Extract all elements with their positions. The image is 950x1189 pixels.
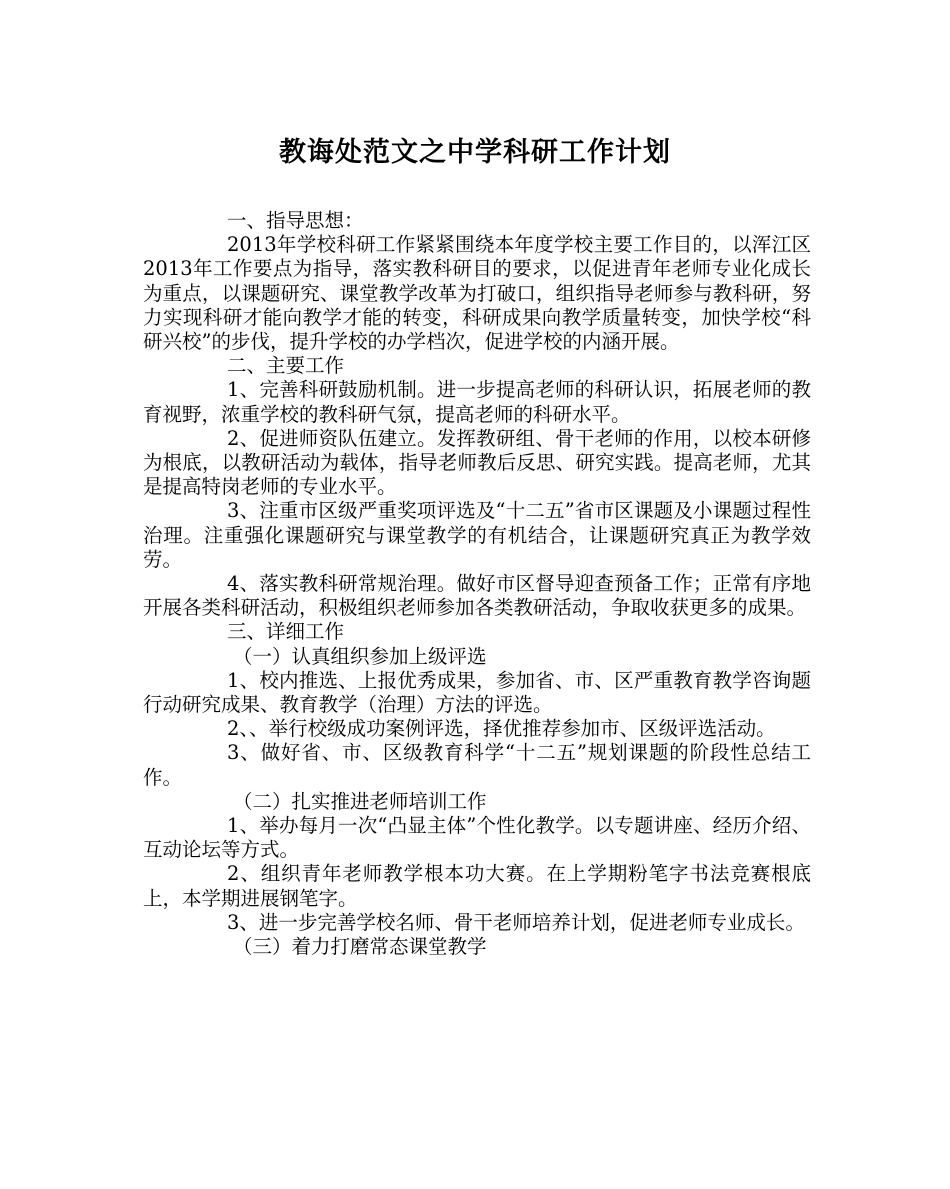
body-paragraph: 1、校内推选、上报优秀成果，参加省、市、区严重教育教学咨询题行动研究成果、教育教学（治理）方法的评选。 — [143, 668, 811, 717]
section-heading: 二、主要工作 — [227, 354, 345, 378]
subsection-heading: （一）认真组织参加上级评选 — [233, 644, 487, 668]
subsection-heading: （三）着力打磨常态课堂教学 — [233, 935, 487, 959]
document-body — [143, 209, 811, 959]
body-paragraph: 3、进一步完善学校名师、骨干老师培养计划，促进老师专业成长。 — [227, 910, 805, 934]
body-paragraph: 1、完善科研鼓励机制。进一步提高老师的科研认识，拓展老师的教育视野，浓重学校的教科研气氛，提高老师的科研水平。 — [143, 378, 811, 426]
section-heading: 三、详细工作 — [227, 620, 345, 644]
body-paragraph: 2、组织青年老师教学根本功大赛。在上学期粉笔字书法竞赛根底上，本学期进展钢笔字。 — [143, 862, 811, 910]
body-paragraph: 1、举办每月一次“凸显主体”个性化教学。以专题讲座、经历介绍、互动论坛等方式。 — [143, 814, 811, 862]
body-paragraph: 2013年学校科研工作紧紧围绕本年度学校主要工作目的，以浑江区2013年工作要点为指导，落实教科研目的要求，以促进青年老师专业化成长为重点，以课题研究、课堂教学改革为打破口，组织指导老师参与教科研，努力实现科研才能向教学才能的转变，科研成果向教学质量转变，加快学校“科研兴校”的步伐，提升学校的办学档次，促进学校的内涵开展。 — [143, 233, 811, 354]
body-paragraph: 2、促进师资队伍建立。发挥教研组、骨干老师的作用，以校本研修为根底，以教研活动为载体，指导老师教后反思、研究实践。提高老师，尤其是提高特岗老师的专业水平。 — [143, 426, 811, 499]
body-paragraph: 3、注重市区级严重奖项评选及“十二五”省市区课题及小课题过程性治理。注重强化课题研究与课堂教学的有机结合，让课题研究真正为教学效劳。 — [143, 499, 811, 571]
section-heading: 一、指导思想： — [227, 209, 364, 232]
body-paragraph: 3、做好省、市、区级教育科学“十二五”规划课题的阶段性总结工作。 — [143, 741, 811, 789]
body-paragraph: 4、落实教科研常规治理。做好市区督导迎查预备工作；正常有序地开展各类科研活动，积极组织老师参加各类教研活动，争取收获更多的成果。 — [143, 572, 811, 620]
document-title: 教诲处范文之中学科研工作计划 — [279, 137, 671, 168]
subsection-heading: （二）扎实推进老师培训工作 — [233, 789, 487, 813]
body-paragraph: 2、、举行校级成功案例评选，择优推荐参加市、区级评选活动。 — [227, 717, 776, 741]
